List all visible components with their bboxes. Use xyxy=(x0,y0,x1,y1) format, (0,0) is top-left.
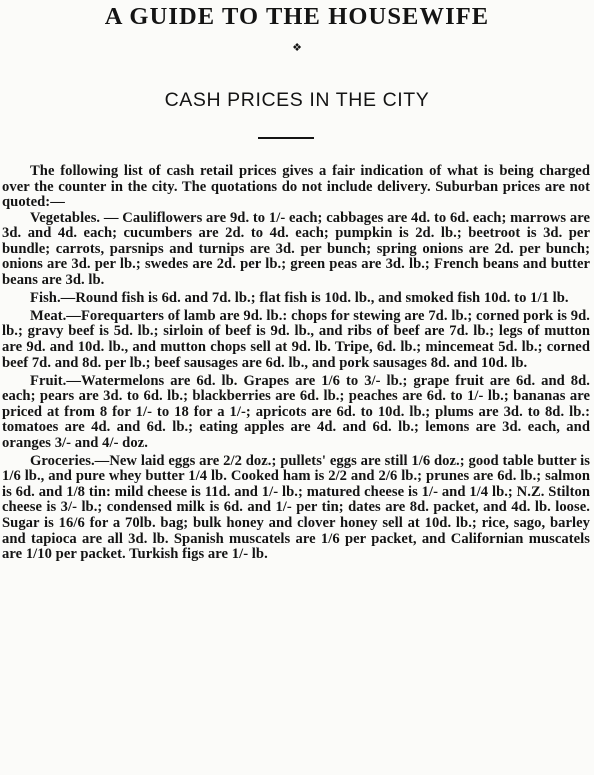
section-text-fish: Round fish is 6d. and 7d. lb.; flat fish is 10d. lb., and smoked fish 10d. to 1/1 lb. xyxy=(75,289,569,306)
section-fish xyxy=(2,291,590,307)
article-body xyxy=(2,164,590,565)
section-meat xyxy=(2,309,590,371)
ornament-icon: ❖ xyxy=(292,42,302,54)
section-text-vegetables: Cauliflowers are 9d. to 1/- each; cabbages are 4d. to 6d. each; marrows are 3d. and 4d. each; cucumbers are 2d. to 4d. each; pumpkin is 2d. lb.; beetroot is 3d. per bundle; carrots, parsnips and turnips are 3d. per bunch; spring onions are 2d. per bunch; onions are 3d. per lb.; swedes are 2d. per lb.; green peas are 3d. lb.; French beans and butter beans are 3d. lb. xyxy=(2,209,590,288)
section-text-meat: Forequarters of lamb are 9d. lb.: chops for stewing are 7d. lb.; corned pork is 9d. lb.; gravy beef is 5d. lb.; sirloin of beef is 9d. lb., and ribs of beef are 7d. lb.; legs of mutton are 9d. and 10d. lb., and mutton chops sell at 9d. lb. Tripe, 6d. lb.; mincemeat 5d. lb.; corned beef 7d. and 8d. per lb.; beef sausages are 6d. lb., and pork sausages 8d. and 10d. lb. xyxy=(2,307,590,371)
section-text-fruit: Watermelons are 6d. lb. Grapes are 1/6 to 3/- lb.; grape fruit are 6d. and 8d. each; pears are 3d. to 6d. lb.; blackberries are 6d. lb.; peaches are 6d. to 1/- lb.; bananas are priced at from 8 for 1/- to 18 for a 1/-; apricots are 6d. to 10d. lb.; plums are 3d. to 8d. lb.: tomatoes are 4d. and 6d. lb.; eating apples are 4d. and 6d. lb.; lemons are 3d. each, and oranges 3/- and 4/- doz. xyxy=(2,372,590,451)
section-text-groceries: New laid eggs are 2/2 doz.; pullets' eggs are still 1/6 doz.; good table butter is 1/6 lb., and pure whey butter 1/4 lb. Cooked ham is 2/2 and 2/6 lb.; prunes are 6d. lb.; salmon is 6d. and 1/8 tin: mild cheese is 11d. and 1/- lb.; matured cheese is 1/- and 1/4 lb.; N.Z. Stilton cheese is 3/- lb.; condensed milk is 6d. and 1/- per tin; dates are 8d. packet, and 4d. lb. loose. Sugar is 16/6 for a 70lb. bag; bulk honey and clover honey sell at 10d. lb.; rice, sago, barley and tapioca are all 3d. lb. Spanish muscatels are 1/6 per packet, and Californian muscatels are 1/10 per packet. Turkish figs are 1/- lb. xyxy=(2,452,590,563)
article-title: A GUIDE TO THE HOUSEWIFE xyxy=(104,3,490,30)
section-heading-groceries: Groceries.— xyxy=(30,452,110,469)
section-fruit xyxy=(2,374,590,452)
section-heading-vegetables: Vegetables. — xyxy=(30,209,119,226)
section-vegetables xyxy=(2,211,590,289)
section-groceries xyxy=(2,454,590,563)
section-heading-meat: Meat.— xyxy=(30,307,81,324)
divider-rule xyxy=(258,137,314,139)
article-subtitle: CASH PRICES IN THE CITY xyxy=(164,89,430,111)
section-heading-fruit: Fruit.— xyxy=(30,372,82,389)
section-heading-fish: Fish.— xyxy=(30,289,76,306)
intro-paragraph: The following list of cash retail prices gives a fair indication of what is being charged over the counter in the city. The quotations do not include delivery. Suburban prices are not quoted:— xyxy=(2,163,590,211)
